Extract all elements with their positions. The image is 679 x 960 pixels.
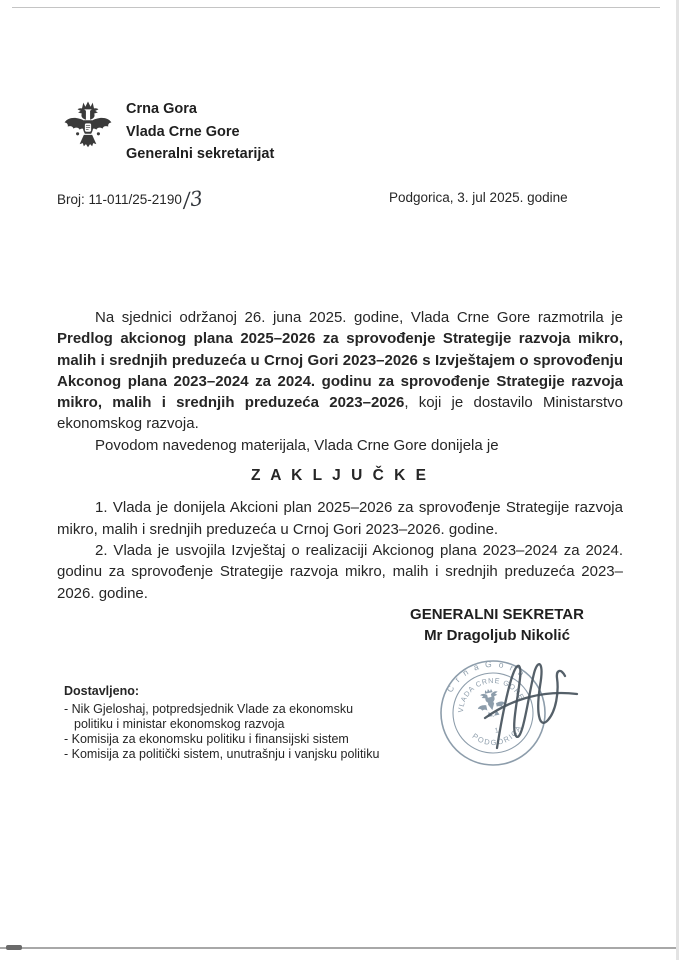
document-body [57,307,623,604]
stamp-inner-bottom-text: PODGORICA [470,722,524,748]
reference-number-handwritten: /3 [181,185,204,213]
lead-in-paragraph: Povodom navedenog materijala, Vlada Crne Gore donijela je [95,436,499,454]
signatory-title: GENERALNI SEKRETAR [410,606,584,623]
stamp-number: 1 [494,727,500,735]
double-headed-eagle-icon [62,100,114,166]
coat-of-arms-icon [62,100,114,166]
reference-number [57,185,204,213]
scan-artifact [6,945,22,950]
handwritten-signature [445,632,595,772]
signatory-name: Mr Dragoljub Nikolić [424,627,570,644]
intro-paragraph-subject: Predlog akcionog plana 2025–2026 za sprovođenje Strategije razvoja mikro, malih i srednjih preduzeća u Crnoj Gori 2023–2026 s Izvještajem o sprovođenju Akconog plana 2023–2024 za 2024. godinu za sprovođenje Strategije razvoja mikro, malih i srednjih preduzeća 2023–2026 [57,330,623,412]
distribution-line: - Nik Gjeloshaj, potpredsjednik Vlade za ekonomsku [64,702,354,716]
place-and-date: Podgorica, 3. jul 2025. godine [389,190,568,205]
letterhead-institution: Vlada Crne Gore [126,123,240,140]
distribution-label: Dostavljeno: [64,684,140,698]
reference-number-text: Broj: 11-011/25-2190 [57,192,182,207]
letterhead-department: Generalni sekretarijat [126,146,275,162]
intro-paragraph-start: Na sjednici održanoj 26. juna 2025. godine, Vlada Crne Gore razmotrila je [95,309,623,326]
intro-paragraph [57,307,623,435]
conclusion-item-2: 2. Vlada je usvojila Izvještaj o realizaciji Akcionog plana 2023–2024 za 2024. godinu za sprovođenje Strategije razvoja mikro, malih i srednjih preduzeća 2023–2026. godine. [57,541,623,602]
distribution-line: - Komisija za politički sistem, unutrašnju i vanjsku politiku [64,747,380,761]
conclusion-item-1: 1. Vlada je donijela Akcioni plan 2025–2026 za sprovođenje Strategije razvoja mikro, malih i srednjih preduzeća u Crnoj Gori 2023–2026. godine. [57,499,623,538]
intro-paragraph-end: , koji je dostavilo Ministarstvo ekonomskog razvoja. [57,394,623,433]
stamp-inner-top-text: VLADA CRNE GORE [455,675,527,713]
distribution-line-continuation: politiku i ministar ekonomskog razvoja [74,717,285,731]
stamp-outer-text: C r n a G o r a [444,658,528,695]
letterhead [126,98,274,166]
distribution-list [64,684,404,762]
letterhead-country: Crna Gora [126,101,197,117]
distribution-line: - Komisija za ekonomsku politiku i finansijski sistem [64,732,349,746]
conclusions-heading: Z A K L J U Č K E [251,467,429,485]
scan-edge-bottom [0,947,679,949]
scan-edge-top [12,7,660,8]
